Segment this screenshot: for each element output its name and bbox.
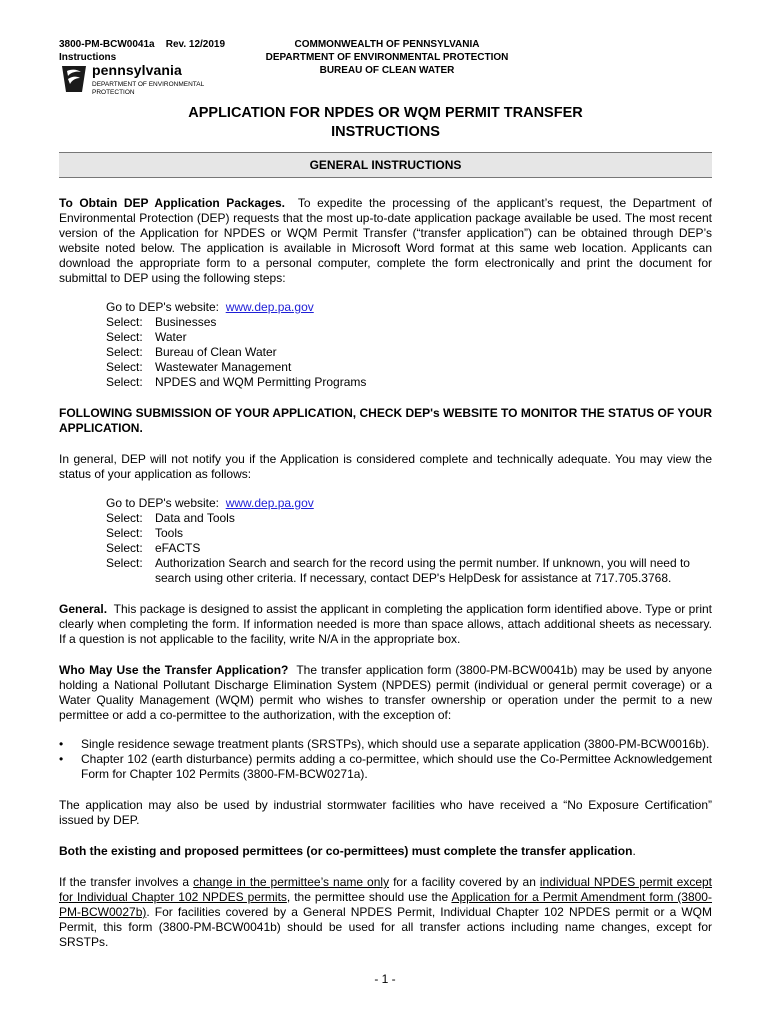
pa-dep-logo: [59, 63, 219, 99]
transfer-text-2: for a facility covered by an: [389, 875, 540, 889]
obtain-packages-paragraph: [59, 196, 712, 286]
section-heading: GENERAL INSTRUCTIONS: [59, 152, 712, 178]
step-text: Authorization Search and search for the record using the permit number. If unknown, you will need to search using other criteria. If necessary, contact DEP's HelpDesk for assistance at 717.705.3768.: [155, 556, 690, 585]
individual-npdes-text: individual NPDES permit except for Individual Chapter 102 NPDES permits: [59, 875, 712, 904]
agency-line-3: BUREAU OF CLEAN WATER: [319, 65, 455, 76]
list-item-text: Single residence sewage treatment plants (SRSTPs), which should use a separate application (3800-PM-BCW0016b).: [81, 737, 710, 751]
step-item: [106, 360, 712, 375]
both-permittees-paragraph: Both the existing and proposed permittees (or co-permittees) must complete the transfer application.: [59, 844, 636, 858]
name-change-only-text: change in the permittee’s name only: [193, 875, 390, 889]
select-label: Select:: [106, 315, 143, 329]
step-item: [106, 526, 712, 541]
transfer-text-1: If the transfer involves a: [59, 875, 194, 889]
step-item: [106, 556, 712, 586]
step-item: [106, 345, 712, 360]
general-paragraph: [59, 602, 712, 647]
bullet-icon: •: [59, 737, 64, 751]
select-label: Select:: [106, 511, 143, 525]
goto-line: [106, 300, 712, 315]
step-item: [106, 375, 712, 390]
agency-line-2: DEPARTMENT OF ENVIRONMENTAL PROTECTION: [265, 52, 509, 63]
agency-block: [209, 38, 565, 77]
document-title: [59, 104, 712, 142]
select-label: Select:: [106, 556, 143, 570]
stormwater-paragraph: The application may also be used by industrial stormwater facilities who have received a “No Exposure Certification” issued by DEP.: [59, 798, 712, 827]
goto-label: Go to DEP's website:: [106, 496, 220, 510]
both-permittees-text: Both the existing and proposed permittees (or co-permittees) must complete the transfer application: [59, 844, 633, 858]
title-line-1: APPLICATION FOR NPDES OR WQM PERMIT TRANSFER: [188, 105, 583, 121]
form-id-block: [59, 38, 225, 64]
step-text: Water: [155, 330, 187, 344]
step-text: Data and Tools: [155, 511, 235, 525]
step-text: Wastewater Management: [155, 360, 292, 374]
step-text: Tools: [155, 526, 184, 540]
obtain-heading: To Obtain DEP Application Packages.: [59, 196, 285, 210]
select-label: Select:: [106, 526, 143, 540]
general-heading: General.: [59, 602, 108, 616]
revision-date: Rev. 12/2019: [165, 39, 226, 50]
bullet-icon: •: [59, 752, 64, 766]
list-item: [59, 737, 712, 752]
who-heading: Who May Use the Transfer Application?: [59, 663, 289, 677]
form-number: 3800-PM-BCW0041a: [59, 39, 155, 50]
select-label: Select:: [106, 360, 143, 374]
page-number: - 1 -: [374, 972, 396, 986]
website-steps-2: [106, 496, 712, 586]
step-text: Bureau of Clean Water: [155, 345, 277, 359]
logo-wordmark: pennsylvania: [92, 62, 182, 78]
transfer-text-3: , the permittee should use the: [286, 890, 452, 904]
step-item: [106, 541, 712, 556]
logo-subtitle-line-2: PROTECTION: [92, 89, 135, 96]
select-label: Select:: [106, 375, 143, 389]
agency-line-1: COMMONWEALTH OF PENNSYLVANIA: [294, 39, 480, 50]
select-label: Select:: [106, 345, 143, 359]
document-header: [59, 38, 712, 100]
status-paragraph: In general, DEP will not notify you if the Application is considered complete and technically adequate. You may view the status of your application as follows:: [59, 452, 712, 481]
who-text: The transfer application form (3800-PM-BCW0041b) may be used by anyone holding a National Pollutant Discharge Elimination System (NPDES) permit (individual or general permit coverage) or a Water Quality Management (WQM) permit who wishes to transfer ownership or operation under the permit to a new permittee or add a co-permittee to the authorization, with the exception of:: [59, 663, 713, 722]
general-text: This package is designed to assist the applicant in completing the application form identified above. Type or print clearly when completing the form. If information needed is more than space allows, attach additional sheets as necessary. If a question is not applicable to the facility, write N/A in the appropriate box.: [59, 602, 713, 646]
goto-label: Go to DEP's website:: [106, 300, 220, 314]
title-line-2: INSTRUCTIONS: [331, 124, 440, 140]
step-text: eFACTS: [155, 541, 201, 555]
step-item: [106, 511, 712, 526]
list-item-text: Chapter 102 (earth disturbance) permits adding a co-permittee, which should use the Co-Permittee Acknowledgement Form for Chapter 102 Permits (3800-FM-BCW0271a).: [81, 752, 712, 781]
document-page: [59, 38, 712, 950]
who-may-use-paragraph: [59, 663, 712, 723]
step-item: [106, 315, 712, 330]
step-text: Businesses: [155, 315, 217, 329]
logo-subtitle: [92, 81, 204, 97]
keystone-icon: [59, 63, 89, 95]
exceptions-list: [59, 737, 712, 782]
goto-line: [106, 496, 712, 511]
select-label: Select:: [106, 330, 143, 344]
logo-subtitle-line-1: DEPARTMENT OF ENVIRONMENTAL: [92, 81, 205, 88]
list-item: [59, 752, 712, 782]
transfer-text-4: . For facilities covered by a General NPDES Permit, Individual Chapter 102 NPDES permit or a WQM Permit, this form (3800-PM-BCW0041b) should be used for all transfer actions including name changes, except for SRSTPs.: [59, 905, 712, 949]
doc-type: Instructions: [59, 52, 117, 63]
step-item: [106, 330, 712, 345]
dep-website-link[interactable]: www.dep.pa.gov: [225, 300, 314, 314]
select-label: Select:: [106, 541, 143, 555]
following-submission-heading: FOLLOWING SUBMISSION OF YOUR APPLICATION, CHECK DEP's WEBSITE TO MONITOR THE STATUS OF YOUR APPLICATION.: [59, 406, 712, 435]
transfer-paragraph: [59, 875, 712, 950]
permit-amendment-form-text: Application for a Permit Amendment form (3800-PM-BCW0027b): [59, 890, 712, 919]
step-text: NPDES and WQM Permitting Programs: [155, 375, 367, 389]
obtain-text: To expedite the processing of the applicant’s request, the Department of Environmental Protection (DEP) requests that the most up-to-date application package available be used. The most recent version of the Application for NPDES or WQM Permit Transfer (“transfer application”) can be obtained through DEP’s website noted below. The application is available in Microsoft Word format at this same web location. Applicants can download the appropriate form to a personal computer, complete the form electronically and print the document for submittal to DEP using the following steps:: [59, 196, 712, 285]
dep-website-link[interactable]: www.dep.pa.gov: [225, 496, 314, 510]
website-steps-1: [106, 300, 712, 390]
